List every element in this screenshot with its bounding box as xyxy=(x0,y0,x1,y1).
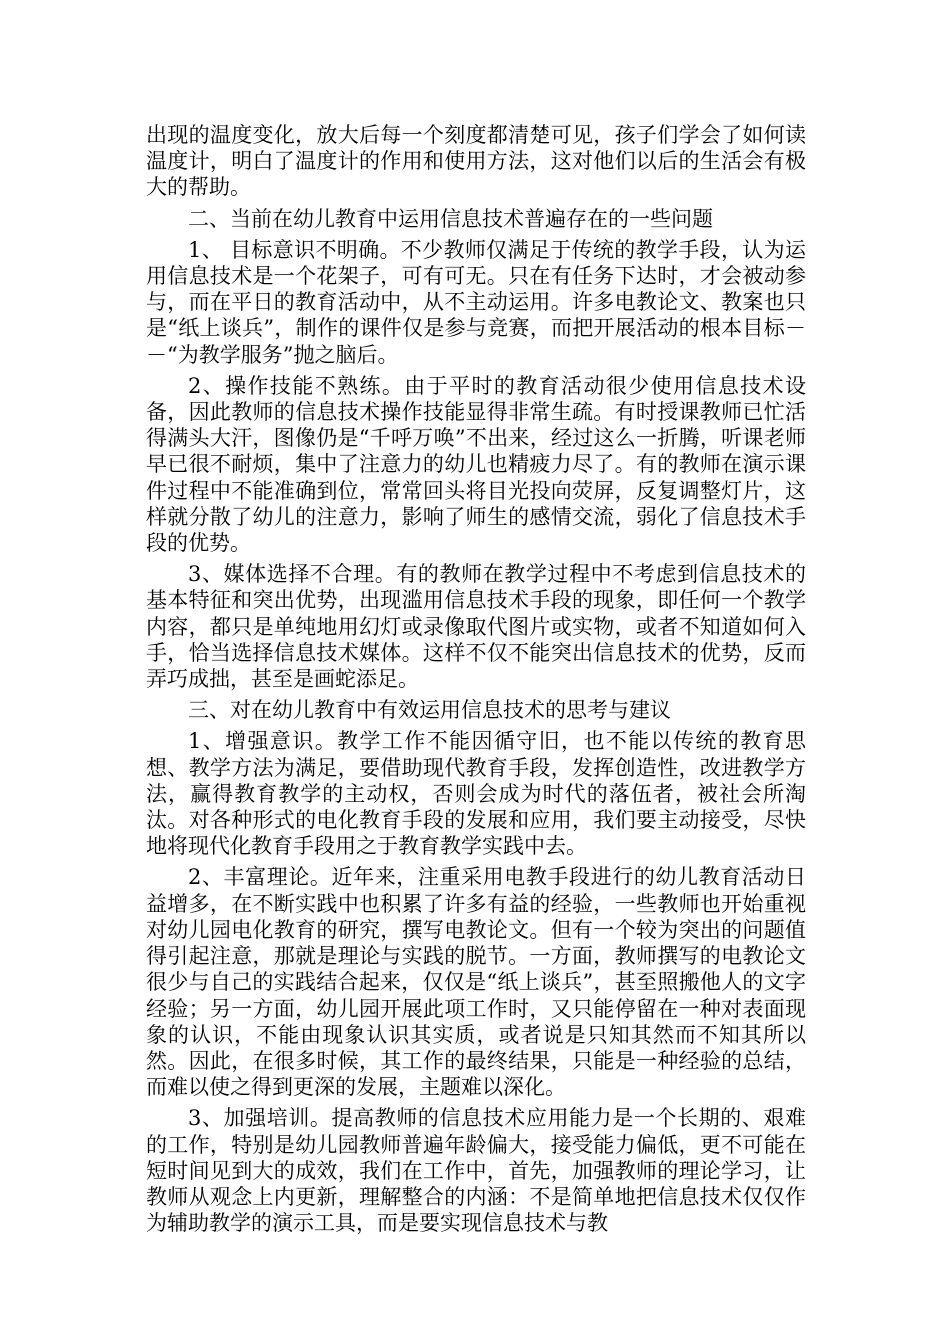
paragraph-continuation: 出现的温度变化，放大后每一个刻度都清楚可见，孩子们学会了如何读温度计，明白了温度计的作用和使用方法，这对他们以后的生活会有极大的帮助。 xyxy=(146,123,806,200)
paragraph-strengthen-awareness: 1、增强意识。教学工作不能因循守旧，也不能以传统的教育思想、教学方法为满足，要借助现代教育手段，发挥创造性，改进教学方法，赢得教育教学的主动权，否则会成为时代的落伍者，被社会所淘汰。对各种形式的电化教育手段的发展和应用，我们要主动接受，尽快地将现代化教育手段用之于教育教学实践中去。 xyxy=(146,729,806,859)
section-heading-three: 三、对在幼儿教育中有效运用信息技术的思考与建议 xyxy=(188,698,671,723)
paragraph-media-selection: 3、媒体选择不合理。有的教师在教学过程中不考虑到信息技术的基本特征和突出优势，出现滥用信息技术手段的现象，即任何一个教学内容，都只是单纯地用幻灯或录像取代图片或实物，或者不知道如何入手，恰当选择信息技术媒体。这样不仅不能突出信息技术的优势，反而弄巧成拙，甚至是画蛇添足。 xyxy=(146,562,806,692)
paragraph-operation-skills: 2、操作技能不熟练。由于平时的教育活动很少使用信息技术设备，因此教师的信息技术操作技能显得非常生疏。有时授课教师已忙活得满头大汗，图像仍是“千呼万唤”不出来，经过这么一折腾，听课老师早已很不耐烦，集中了注意力的幼儿也精疲力尽了。有的教师在演示课件过程中不能准确到位，常常回头将目光投向荧屏，反复调整灯片，这样就分散了幼儿的注意力，影响了师生的感情交流，弱化了信息技术手段的优势。 xyxy=(146,373,806,556)
paragraph-enrich-theory: 2、丰富理论。近年来，注重采用电教手段进行的幼儿教育活动日益增多，在不断实践中也积累了许多有益的经验，一些教师也开始重视对幼儿园电化教育的研究，撰写电教论文。但有一个较为突出的问题值得引起注意，那就是理论与实践的脱节。一方面，教师撰写的电教论文很少与自己的实践结合起来，仅仅是“纸上谈兵”，甚至照搬他人的文字经验；另一方面，幼儿园开展此项工作时，又只能停留在一种对表面现象的认识，不能由现象认识其实质，或者说是只知其然而不知其所以然。因此，在很多时候，其工作的最终结果，只能是一种经验的总结，而难以使之得到更深的发展，主题难以深化。 xyxy=(146,865,806,1100)
document-page xyxy=(146,122,806,1241)
paragraph-goal-awareness: 1、 目标意识不明确。不少教师仅满足于传统的教学手段，认为运用信息技术是一个花架子，可有可无。只在有任务下达时，才会被动参与，而在平日的教育活动中，从不主动运用。许多电教论文、教案也只是“纸上谈兵”，制作的课件仅是参与竞赛，而把开展活动的根本目标－－“为教学服务”抛之脑后。 xyxy=(146,237,806,367)
section-heading-two: 二、当前在幼儿教育中运用信息技术普遍存在的一些问题 xyxy=(188,206,713,231)
paragraph-strengthen-training: 3、加强培训。提高教师的信息技术应用能力是一个长期的、艰难的工作，特别是幼儿园教师普遍年龄偏大，接受能力偏低，更不可能在短时间见到大的成效，我们在工作中，首先，加强教师的理论学习，让教师从观念上内更新，理解整合的内涵：不是简单地把信息技术仅仅作为辅助教学的演示工具，而是要实现信息技术与教 xyxy=(146,1106,806,1236)
